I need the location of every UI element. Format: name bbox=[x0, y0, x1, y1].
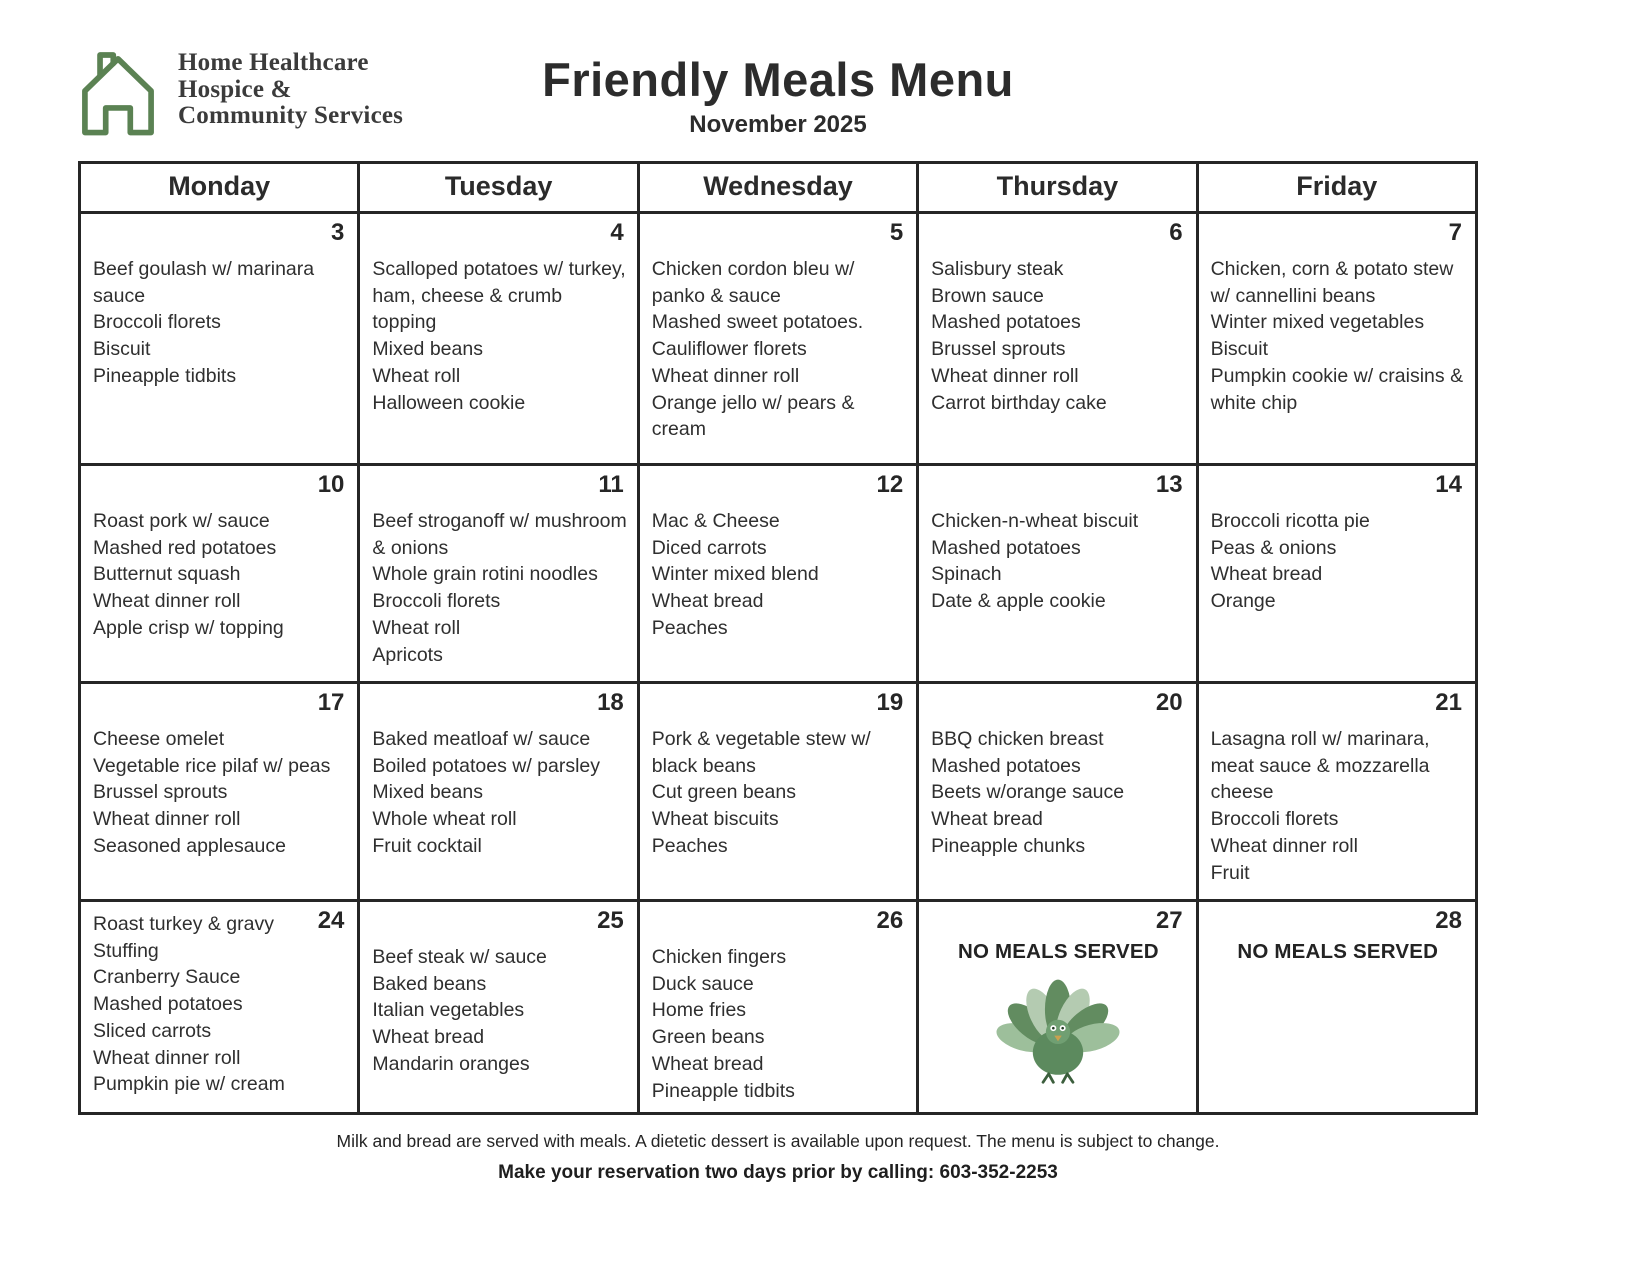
menu-item: Mixed beans bbox=[372, 338, 483, 361]
footer-note: Milk and bread are served with meals. A dietetic dessert is available upon request. The menu is subject to change. bbox=[336, 1131, 1220, 1152]
menu-item: Scalloped potatoes w/ turkey, ham, cheese & crumb topping bbox=[372, 258, 626, 334]
menu-item: Whole grain rotini noodles bbox=[372, 563, 598, 586]
menu-item: Whole wheat roll bbox=[372, 808, 517, 831]
month-subtitle: November 2025 bbox=[689, 111, 867, 138]
calendar-cell bbox=[918, 683, 1197, 901]
meal-calendar bbox=[78, 161, 1478, 1115]
day-number: 27 bbox=[1155, 907, 1183, 934]
menu-items bbox=[372, 690, 626, 860]
menu-item: Cauliflower florets bbox=[651, 338, 807, 361]
day-number: 4 bbox=[610, 219, 624, 246]
calendar-cell bbox=[80, 683, 359, 901]
menu-item: Mashed potatoes bbox=[93, 993, 243, 1016]
calendar-cell bbox=[638, 901, 917, 1114]
menu-item: Pumpkin cookie w/ craisins & white chip bbox=[1210, 364, 1464, 414]
menu-item: Pineapple tidbits bbox=[93, 364, 237, 387]
menu-item: Wheat dinner roll bbox=[651, 364, 800, 387]
menu-item: Wheat biscuits bbox=[651, 808, 779, 831]
menu-item: Roast turkey & gravy bbox=[93, 913, 274, 935]
menu-item: Beef goulash w/ marinara sauce bbox=[93, 258, 315, 307]
calendar-body bbox=[80, 213, 1477, 1114]
menu-items bbox=[1211, 690, 1465, 886]
menu-item: Mashed red potatoes bbox=[93, 536, 277, 559]
menu-item: Brown sauce bbox=[931, 284, 1044, 307]
menu-items bbox=[372, 220, 626, 416]
menu-item: Mashed potatoes bbox=[931, 536, 1081, 559]
menu-item: Apricots bbox=[372, 643, 443, 666]
menu-item: Fruit cocktail bbox=[372, 834, 482, 857]
menu-item: Pork & vegetable stew w/ black beans bbox=[651, 728, 871, 777]
day-number: 3 bbox=[331, 219, 345, 246]
menu-item: Pumpkin pie w/ cream bbox=[93, 1073, 285, 1096]
no-meals-label: NO MEALS SERVED bbox=[1237, 940, 1439, 963]
menu-item: Date & apple cookie bbox=[931, 590, 1106, 613]
menu-item: Seasoned applesauce bbox=[93, 834, 286, 857]
calendar-cell bbox=[80, 213, 359, 465]
menu-item: Halloween cookie bbox=[372, 391, 526, 414]
day-number: 5 bbox=[889, 219, 904, 246]
menu-items bbox=[931, 690, 1185, 860]
day-number: 18 bbox=[597, 689, 624, 716]
menu-item: Cut green beans bbox=[651, 781, 796, 804]
menu-item: Spinach bbox=[931, 563, 1002, 586]
day-number: 24 bbox=[317, 907, 345, 934]
menu-item: Wheat dinner roll bbox=[93, 808, 241, 831]
menu-item: Home fries bbox=[651, 999, 747, 1022]
day-number: 28 bbox=[1435, 907, 1462, 934]
menu-items bbox=[1211, 220, 1465, 416]
house-logo-icon bbox=[66, 38, 170, 142]
day-number: 25 bbox=[597, 907, 624, 934]
calendar-cell bbox=[80, 901, 359, 1114]
day-number: 17 bbox=[317, 689, 345, 716]
calendar-header-row bbox=[80, 163, 1477, 213]
calendar-cell bbox=[918, 213, 1197, 465]
menu-item: BBQ chicken breast bbox=[931, 728, 1104, 750]
menu-item: Butternut squash bbox=[93, 563, 241, 586]
menu-item: Italian vegetables bbox=[372, 999, 525, 1022]
menu-items bbox=[372, 472, 626, 668]
calendar-cell bbox=[638, 465, 917, 683]
turkey-illustration bbox=[931, 974, 1185, 1086]
menu-item: Orange jello w/ pears & cream bbox=[651, 391, 855, 441]
menu-item: Mashed sweet potatoes. bbox=[651, 311, 864, 334]
menu-items bbox=[372, 908, 626, 1078]
menu-item: Boiled potatoes w/ parsley bbox=[372, 754, 601, 777]
calendar-cell bbox=[359, 213, 638, 465]
menu-items bbox=[1211, 472, 1465, 615]
menu-item: Lasagna roll w/ marinara, meat sauce & mozzarella cheese bbox=[1210, 728, 1430, 804]
menu-item: Wheat bread bbox=[651, 1052, 764, 1075]
menu-item: Chicken, corn & potato stew w/ cannellini beans bbox=[1210, 258, 1454, 307]
menu-items bbox=[93, 908, 347, 1098]
menu-items bbox=[931, 908, 1185, 1086]
menu-items bbox=[93, 472, 347, 642]
menu-item: Wheat bread bbox=[372, 1026, 485, 1049]
menu-item: Peaches bbox=[651, 616, 728, 639]
menu-item: Wheat dinner roll bbox=[93, 590, 241, 613]
menu-items bbox=[652, 472, 906, 642]
menu-item: Pineapple chunks bbox=[931, 834, 1086, 857]
menu-item: Brussel sprouts bbox=[931, 338, 1066, 361]
calendar-cell bbox=[359, 901, 638, 1114]
calendar-cell bbox=[918, 901, 1197, 1114]
menu-item: Beef stroganoff w/ mushroom & onions bbox=[372, 510, 627, 559]
menu-item: Fruit bbox=[1210, 861, 1250, 884]
day-header-friday: Friday bbox=[1197, 163, 1476, 213]
calendar-cell bbox=[1197, 901, 1476, 1114]
menu-item: Mashed potatoes bbox=[931, 754, 1081, 777]
menu-item: Mixed beans bbox=[372, 781, 483, 804]
menu-item: Apple crisp w/ topping bbox=[93, 616, 284, 639]
day-header-tuesday: Tuesday bbox=[359, 163, 638, 213]
calendar-cell bbox=[638, 213, 917, 465]
menu-item: Wheat roll bbox=[372, 616, 461, 639]
calendar-cell bbox=[1197, 213, 1476, 465]
menu-item: Wheat dinner roll bbox=[93, 1046, 241, 1069]
calendar-week-row bbox=[80, 213, 1477, 465]
day-number: 26 bbox=[876, 907, 904, 934]
org-name bbox=[178, 50, 403, 130]
menu-item: Carrot birthday cake bbox=[931, 391, 1107, 414]
menu-item: Sliced carrots bbox=[93, 1019, 212, 1042]
menu-items bbox=[652, 220, 906, 443]
menu-item: Chicken cordon bleu w/ panko & sauce bbox=[651, 258, 855, 307]
menu-item: Pineapple tidbits bbox=[651, 1079, 795, 1102]
page-title: Friendly Meals Menu bbox=[542, 53, 1014, 106]
menu-item: Mac & Cheese bbox=[651, 510, 780, 532]
menu-item: Mashed potatoes bbox=[931, 311, 1081, 334]
org-logo bbox=[66, 38, 403, 142]
menu-item: Broccoli florets bbox=[93, 311, 221, 334]
menu-items bbox=[931, 220, 1185, 416]
menu-items bbox=[1211, 908, 1465, 966]
menu-item: Baked beans bbox=[372, 972, 487, 995]
menu-item: Beets w/orange sauce bbox=[931, 781, 1125, 804]
menu-item: Duck sauce bbox=[651, 972, 754, 995]
day-header-thursday: Thursday bbox=[918, 163, 1197, 213]
footer bbox=[78, 1131, 1478, 1184]
menu-item: Diced carrots bbox=[651, 536, 767, 559]
calendar-cell bbox=[918, 465, 1197, 683]
menu-item: Green beans bbox=[651, 1026, 765, 1049]
menu-item: Wheat bread bbox=[1210, 563, 1323, 586]
menu-item: Winter mixed vegetables bbox=[1210, 311, 1425, 334]
menu-item: Wheat bread bbox=[651, 590, 764, 613]
menu-items bbox=[652, 690, 906, 860]
calendar-week-row bbox=[80, 901, 1477, 1114]
menu-item: Biscuit bbox=[1210, 338, 1268, 361]
day-number: 19 bbox=[876, 689, 904, 716]
menu-item: Peas & onions bbox=[1210, 536, 1337, 559]
menu-item: Wheat dinner roll bbox=[931, 364, 1079, 387]
calendar-week-row bbox=[80, 465, 1477, 683]
menu-item: Beef steak w/ sauce bbox=[372, 946, 547, 968]
menu-item: Chicken-n-wheat biscuit bbox=[931, 510, 1139, 532]
menu-item: Cranberry Sauce bbox=[93, 966, 241, 989]
menu-items bbox=[652, 908, 906, 1104]
menu-item: Peaches bbox=[651, 834, 728, 857]
day-header-monday: Monday bbox=[80, 163, 359, 213]
day-number: 14 bbox=[1435, 471, 1462, 498]
menu-item: Winter mixed blend bbox=[651, 563, 819, 586]
calendar-cell bbox=[1197, 683, 1476, 901]
calendar-cell bbox=[638, 683, 917, 901]
day-number: 12 bbox=[876, 471, 904, 498]
menu-item: Chicken fingers bbox=[651, 946, 787, 968]
day-number: 11 bbox=[598, 471, 624, 498]
day-number: 10 bbox=[317, 471, 345, 498]
menu-item: Cheese omelet bbox=[93, 728, 225, 750]
calendar-cell bbox=[359, 465, 638, 683]
day-header-wednesday: Wednesday bbox=[638, 163, 917, 213]
menu-item: Wheat dinner roll bbox=[1210, 834, 1358, 857]
menu-item: Broccoli florets bbox=[372, 590, 501, 613]
reservation-line: Make your reservation two days prior by calling: 603-352-2253 bbox=[498, 1162, 1058, 1184]
day-number: 6 bbox=[1169, 219, 1183, 246]
menu-item: Roast pork w/ sauce bbox=[93, 510, 270, 532]
calendar-week-row bbox=[80, 683, 1477, 901]
menu-items bbox=[93, 220, 347, 390]
menu-item: Broccoli ricotta pie bbox=[1210, 510, 1370, 532]
menu-item: Wheat roll bbox=[372, 364, 461, 387]
menu-items bbox=[931, 472, 1185, 615]
day-number: 21 bbox=[1435, 689, 1462, 716]
no-meals-label: NO MEALS SERVED bbox=[957, 940, 1159, 963]
calendar-cell bbox=[1197, 465, 1476, 683]
menu-items bbox=[93, 690, 347, 860]
org-name-line3: Community Services bbox=[178, 102, 404, 130]
org-name-line2: Hospice & bbox=[178, 75, 292, 103]
turkey-icon bbox=[992, 974, 1124, 1086]
menu-item: Wheat bread bbox=[931, 808, 1043, 831]
org-name-line1: Home Healthcare bbox=[178, 49, 369, 77]
menu-item: Biscuit bbox=[93, 338, 151, 361]
day-number: 7 bbox=[1448, 219, 1462, 246]
menu-item: Salisbury steak bbox=[931, 258, 1064, 280]
menu-item: Broccoli florets bbox=[1210, 808, 1339, 831]
menu-item: Baked meatloaf w/ sauce bbox=[372, 728, 591, 750]
day-number: 13 bbox=[1155, 471, 1183, 498]
menu-item: Vegetable rice pilaf w/ peas bbox=[93, 754, 331, 777]
menu-item: Stuffing bbox=[93, 939, 159, 962]
day-number: 20 bbox=[1155, 689, 1183, 716]
menu-item: Brussel sprouts bbox=[93, 781, 228, 804]
menu-item: Orange bbox=[1210, 590, 1276, 613]
calendar-cell bbox=[359, 683, 638, 901]
menu-item: Mandarin oranges bbox=[372, 1052, 530, 1075]
calendar-cell bbox=[80, 465, 359, 683]
